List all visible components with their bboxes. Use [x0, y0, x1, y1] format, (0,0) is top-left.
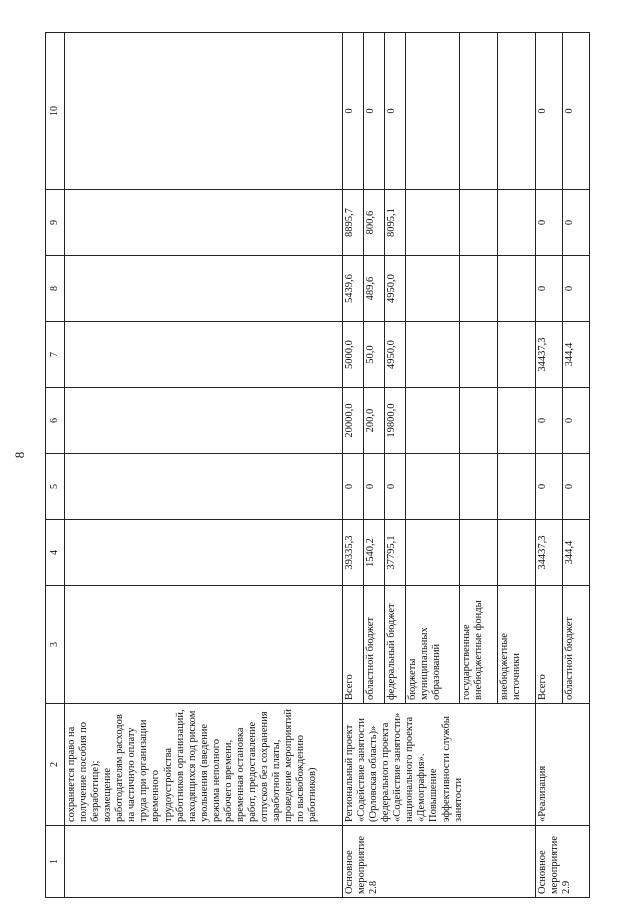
col-header-6: 6	[46, 388, 65, 454]
header-row	[46, 33, 65, 898]
cell-value: 489,6	[363, 256, 384, 322]
col-header-7: 7	[46, 322, 65, 388]
col-header-2: 2	[46, 704, 65, 826]
cell-source: областной бюджет	[562, 586, 589, 704]
cell-value: 4950,0	[384, 256, 405, 322]
cell-value: 0	[535, 454, 562, 520]
cell-value: 800,6	[363, 190, 384, 256]
cell-value: 0	[343, 454, 364, 520]
cell-value: 0	[562, 454, 589, 520]
cell-source: государственные внебюджетные фонды	[460, 586, 498, 704]
cell-value: 200,0	[363, 388, 384, 454]
cell-value: 1540,2	[363, 520, 384, 586]
col-header-3: 3	[46, 586, 65, 704]
cell-value: 0	[535, 190, 562, 256]
cell-description: Региональный проект «Содействие занятости (Орловская область)» федерального проекта «Содействие занятости» национального проекта «Демография». Повышение эффективности службы занятости	[343, 704, 536, 826]
cell-value: 8895,7	[343, 190, 364, 256]
table-row	[343, 33, 364, 898]
col-header-1: 1	[46, 826, 65, 898]
cell-measure-name: Основное мероприятие 2.8	[343, 826, 536, 898]
cell-value: 0	[562, 33, 589, 190]
cell-value: 34437,3	[535, 322, 562, 388]
cell-value: 0	[562, 190, 589, 256]
cell-source: Всего	[535, 586, 562, 704]
col-header-10: 10	[46, 33, 65, 190]
cell-source: бюджеты муниципальных образований	[405, 586, 459, 704]
cell-value: 4950,0	[384, 322, 405, 388]
col-header-4: 4	[46, 520, 65, 586]
cell-value: 0	[535, 33, 562, 190]
col-header-9: 9	[46, 190, 65, 256]
cell-value: 0	[343, 33, 364, 190]
cell-value: 0	[363, 33, 384, 190]
cell-value: 39335,3	[343, 520, 364, 586]
cell-value: 0	[384, 33, 405, 190]
cell-value: 0	[562, 256, 589, 322]
cell-value: 50,0	[363, 322, 384, 388]
cell-value: 37795,1	[384, 520, 405, 586]
table-row	[535, 33, 562, 898]
cell-measure-name: Основное мероприятие 2.9	[535, 826, 589, 898]
budget-table-rotated	[45, 33, 590, 898]
cell-source: федеральный бюджет	[384, 586, 405, 704]
cell-value: 8095,1	[384, 190, 405, 256]
cell-value: 19800,0	[384, 388, 405, 454]
cell-value: 344,4	[562, 520, 589, 586]
cell-value: 344,4	[562, 322, 589, 388]
col-header-5: 5	[46, 454, 65, 520]
cell-value: 0	[384, 454, 405, 520]
cell-source: Всего	[343, 586, 364, 704]
cell-value: 0	[363, 454, 384, 520]
table-row-continuation	[65, 33, 343, 898]
cell-value: 20000,0	[343, 388, 364, 454]
cell-value: 0	[535, 256, 562, 322]
cell-value: 34437,3	[535, 520, 562, 586]
cell-value: 0	[535, 388, 562, 454]
cell-value: 5439,6	[343, 256, 364, 322]
cell-source: областной бюджет	[363, 586, 384, 704]
cell-measure-name	[65, 826, 343, 898]
page-number: 8	[12, 451, 27, 459]
rotated-page-area	[45, 33, 590, 898]
cell-value: 5000,0	[343, 322, 364, 388]
cell-value: 0	[562, 388, 589, 454]
cell-description: сохраняется право на получение пособия по безработице); возмещение работодателям расходов на частичную оплату труда при организации временного трудоустройства работников организаций, находящихся под риском увольнения (введение режима неполного рабочего времени, временная остановка работ, предоставление отпусков без сохранения заработной платы, проведение мероприятий по высвобождению работников)	[65, 704, 343, 826]
col-header-8: 8	[46, 256, 65, 322]
cell-description: «Реализация	[535, 704, 589, 826]
budget-table	[45, 32, 590, 898]
cell-source: внебюджетные источники	[497, 586, 535, 704]
